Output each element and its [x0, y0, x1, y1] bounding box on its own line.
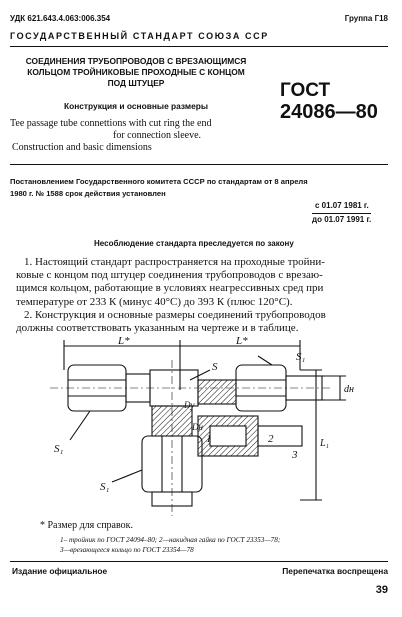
body-line: ковые с концом под штуцер соединения трубопроводов с врезаю-: [16, 269, 323, 282]
reprint-forbidden: Перепечатка воспрещена: [282, 566, 388, 576]
label-s1-left: S₁: [54, 443, 64, 455]
law-warning: Несоблюдение стандарта преследуется по закону: [94, 239, 294, 248]
russian-title: [10, 56, 262, 89]
reference-note: * Размер для справок.: [40, 520, 133, 531]
label-s1-top: S₁: [296, 351, 306, 363]
date-from: с 01.07 1981 г.: [315, 201, 369, 210]
decree-line: 1980 г. № 1588 срок действия установлен: [10, 189, 166, 198]
footer-rule: [10, 561, 388, 562]
label-s: S: [212, 361, 218, 373]
title-line: Construction and basic dimensions: [12, 142, 152, 153]
banner-rule: [10, 46, 388, 47]
udk-code: УДК 621.643.4.063:006.354: [10, 14, 111, 23]
label-l1-right: L₁: [320, 438, 330, 449]
title-rule: [10, 164, 388, 165]
standard-banner: ГОСУДАРСТВЕННЫЙ СТАНДАРТ СОЮЗА ССР: [10, 31, 269, 41]
gost-number: 24086—80: [280, 101, 378, 123]
fitting-drawing: [0, 330, 402, 520]
label-part-1: 1: [206, 433, 212, 445]
label-s1-bottom: S₁: [100, 481, 110, 493]
label-dy: Dу: [184, 400, 195, 410]
label-part-3: 3: [292, 449, 298, 461]
validity-dates: [312, 200, 371, 226]
body-text: [16, 256, 392, 335]
page-number: 39: [375, 584, 388, 596]
title-line: Tee passage tube connettions with cut ring the end: [10, 118, 212, 129]
decree-text: [10, 176, 390, 200]
russian-subtitle: Конструкция и основные размеры: [63, 101, 209, 111]
title-line: ПОД ШТУЦЕР: [107, 78, 165, 88]
group-code: Группа Г18: [344, 14, 388, 23]
parts-line: 3—врезающееся кольцо по ГОСТ 23354—78: [60, 546, 194, 554]
label-l1: L*: [236, 335, 248, 347]
body-line: должны соответствовать указанным на чертеже и в таблице.: [16, 322, 299, 335]
decree-line: Постановлением Государственного комитета СССР по стандартам от 8 апреля: [10, 177, 308, 186]
gost-label: ГОСТ: [280, 80, 331, 101]
body-line: 2. Конструкция и основные размеры соединений трубопроводов: [24, 308, 326, 321]
title-line: for connection sleeve.: [113, 130, 202, 141]
label-Dn: Dн: [192, 422, 203, 432]
label-l: L*: [118, 335, 130, 347]
body-line: температуре от 233 К (минус 40°С) до 393 К (плюс 120°С).: [16, 295, 293, 308]
parts-list: [60, 535, 390, 555]
title-line: КОЛЬЦОМ ТРОЙНИКОВЫЕ ПРОХОДНЫЕ С КОНЦОМ: [27, 67, 245, 77]
official-edition: Издание официальное: [12, 566, 108, 576]
label-part-2: 2: [268, 433, 274, 445]
english-title: [10, 118, 310, 154]
title-line: СОЕДИНЕНИЯ ТРУБОПРОВОДОВ С ВРЕЗАЮЩИМСЯ: [25, 56, 247, 66]
parts-line: 1– тройник по ГОСТ 24094–80; 2—накидная гайка по ГОСТ 23353—78;: [60, 536, 281, 544]
label-dn: dн: [344, 384, 354, 395]
body-line: щимся кольцом, работающие в условиях неагрессивных сред при: [16, 282, 324, 295]
body-line: 1. Настоящий стандарт распространяется на проходные тройни-: [24, 256, 325, 268]
date-to: до 01.07 1991 г.: [312, 215, 372, 224]
